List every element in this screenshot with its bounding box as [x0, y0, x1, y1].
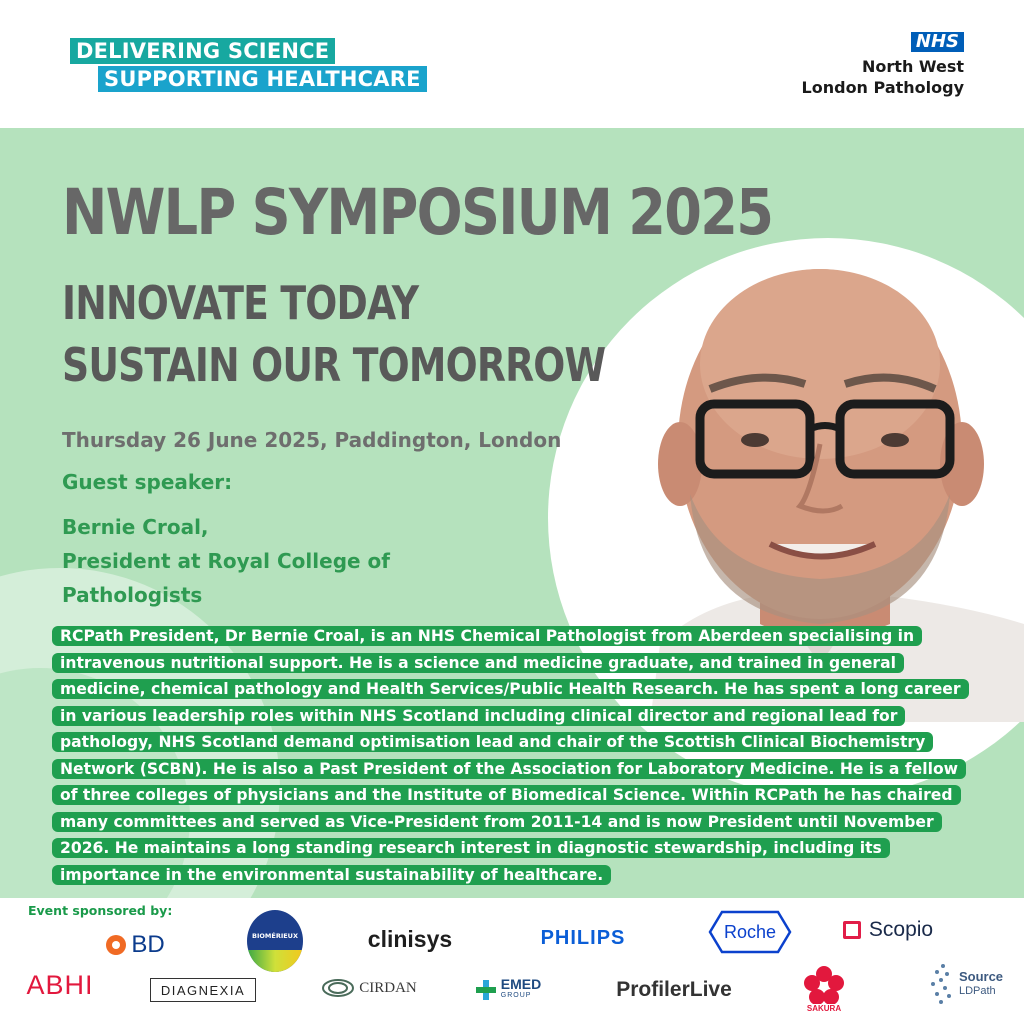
cirdan-swirl-icon	[321, 978, 355, 998]
sponsor-footer	[0, 898, 1024, 1024]
clinisys-logo-text: clinisys	[367, 925, 453, 952]
scopio-logo-text: Scopio	[868, 918, 934, 941]
sponsor-label: Event sponsored by:	[28, 903, 173, 918]
bd-logo	[95, 928, 175, 962]
nhs-logo: NHS	[911, 32, 964, 52]
biomerieux-band	[247, 950, 303, 972]
abhi-logo-text: ABHI	[26, 969, 94, 1000]
source-ldpath-helix-icon	[925, 962, 959, 1006]
tagline-line-1: DELIVERING SCIENCE	[70, 38, 335, 64]
scopio-logo	[833, 916, 943, 944]
emed-logo	[466, 974, 550, 1006]
bd-logo-text: BD	[131, 931, 165, 958]
main-panel	[0, 128, 1024, 898]
org-name	[802, 56, 964, 98]
speaker-bio	[52, 623, 974, 888]
emed-logo-text: EMED	[500, 976, 542, 992]
diagnexia-logo-text: DIAGNEXIA	[160, 982, 246, 998]
sakura-flower-icon	[804, 966, 844, 1004]
speaker-bio-text: RCPath President, Dr Bernie Croal, is an NHS Chemical Pathologist from Aberdeen specialising in intravenous nutritional support. He is a science and medicine graduate, and trained in general medicine, chemical pathology and Health Services/Public Health Research. He has spent a long career in various leadership roles within NHS Scotland including clinical director and regional lead for pathology, NHS Scotland demand optimisation lead and chair of the Scottish Clinical Biochemistry Network (SCBN). He is also a Past President of the Association for Laboratory Medicine. He is a fellow of three colleges of physicians and the Institute of Biomedical Science. Within RCPath he has chaired many committees and served as Vice-President from 2011-14 and is now President until November 2026. He maintains a long standing research interest in diagnostic stewardship, including its importance in the environmental sustainability of healthcare.	[52, 626, 969, 885]
guest-speaker-label: Guest speaker:	[62, 470, 233, 494]
profilerlive-logo	[602, 976, 746, 1004]
abhi-logo	[20, 970, 100, 1000]
speaker-name: Bernie Croal,	[62, 515, 209, 539]
speaker-role-line-2: Pathologists	[62, 583, 203, 607]
roche-logo	[708, 910, 792, 954]
biomerieux-logo-text: BIOMÉRIEUX	[252, 932, 298, 940]
diagnexia-logo	[150, 978, 256, 1002]
emed-cross-icon	[475, 979, 497, 1001]
org-name-line-1: North West	[862, 57, 964, 76]
event-subtitle-line-2: SUSTAIN OUR TOMORROW	[62, 338, 606, 392]
tagline-line-2: SUPPORTING HEALTHCARE	[98, 66, 427, 92]
speaker-details	[62, 510, 462, 612]
roche-logo-text: Roche	[723, 921, 777, 942]
event-date-location: Thursday 26 June 2025, Paddington, London	[62, 428, 562, 452]
emed-group-text: GROUP	[500, 992, 532, 999]
biomerieux-logo	[247, 910, 303, 972]
philips-logo	[532, 924, 634, 952]
event-title: NWLP SYMPOSIUM 2025	[62, 176, 773, 249]
philips-logo-text: PHILIPS	[540, 926, 626, 949]
event-subtitle-line-1: INNOVATE TODAY	[62, 276, 419, 330]
source-ldpath-logo	[916, 960, 1012, 1008]
ldpath-logo-text: LDPath	[958, 985, 996, 997]
header	[0, 0, 1024, 128]
sakura-logo-text: SAKURA	[806, 1003, 842, 1013]
clinisys-logo	[362, 924, 458, 954]
scopio-mark-icon	[843, 921, 861, 939]
sakura-logo	[796, 960, 852, 1018]
source-logo-text: Source	[958, 969, 1004, 984]
cirdan-logo	[314, 974, 424, 1002]
speaker-role-line-1: President at Royal College of	[62, 549, 390, 573]
cirdan-logo-text: CIRDAN	[359, 979, 417, 996]
bd-sunburst-icon	[105, 934, 127, 956]
profilerlive-logo-text: ProfilerLive	[616, 978, 732, 1001]
org-name-line-2: London Pathology	[801, 78, 964, 97]
